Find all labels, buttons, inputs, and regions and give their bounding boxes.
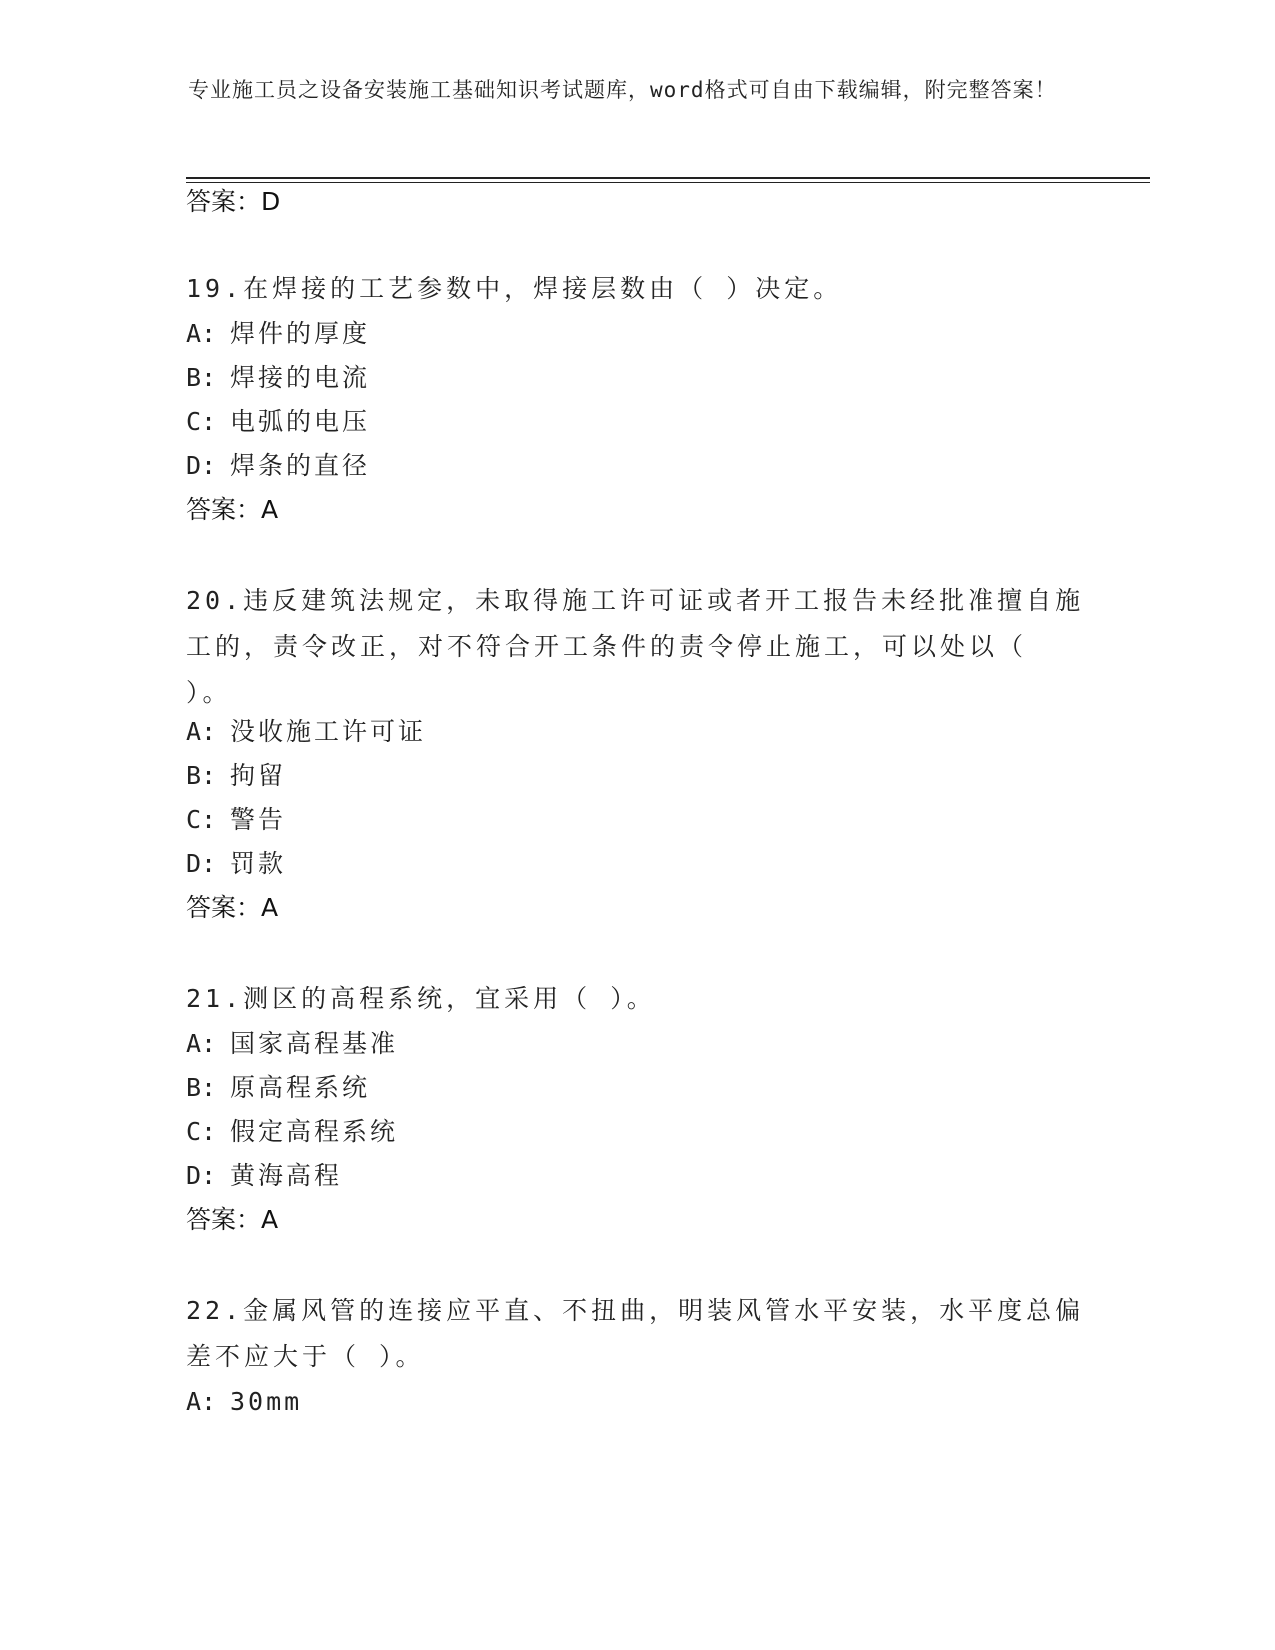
option-text: 没收施工许可证 [230, 717, 427, 746]
question-20-stem: 20.违反建筑法规定，未取得施工许可证或者开工报告未经批准擅自施工的，责令改正，对不符合开工条件的责令停止施工，可以处以（ ）。 [186, 586, 1085, 707]
header-divider-thin [186, 182, 1150, 183]
header-divider [186, 177, 1150, 179]
answer-19: 答案：A [186, 495, 279, 524]
option-key: B: [186, 761, 217, 790]
answer-18: 答案：D [186, 187, 281, 216]
question-19-stem: 19.在焊接的工艺参数中，焊接层数由（ ）决定。 [186, 274, 843, 303]
question-21-option-b [186, 1072, 370, 1104]
option-text: 原高程系统 [230, 1073, 371, 1102]
question-20-option-a [186, 716, 426, 748]
question-20-option-c [186, 804, 286, 836]
option-key: B: [186, 363, 217, 392]
option-key: D: [186, 451, 217, 480]
question-22-option-a [186, 1386, 302, 1418]
option-text: 国家高程基准 [230, 1029, 399, 1058]
question-19-option-c [186, 406, 370, 438]
document-header: 专业施工员之设备安装施工基础知识考试题库，word格式可自由下载编辑，附完整答案！ [188, 78, 1057, 102]
option-key: A: [186, 717, 217, 746]
question-21-option-a [186, 1028, 398, 1060]
option-text: 焊件的厚度 [230, 319, 371, 348]
option-key: C: [186, 1117, 217, 1146]
question-19-option-a [186, 318, 370, 350]
option-key: A: [186, 1029, 217, 1058]
option-key: C: [186, 407, 217, 436]
question-21-stem: 21.测区的高程系统，宜采用（ ）。 [186, 984, 656, 1013]
question-19-option-d [186, 450, 370, 482]
option-key: A: [186, 1387, 217, 1416]
option-key: B: [186, 1073, 217, 1102]
option-text: 黄海高程 [230, 1161, 343, 1190]
option-text: 30mm [230, 1387, 303, 1416]
option-key: A: [186, 319, 217, 348]
option-key: D: [186, 1161, 217, 1190]
question-21-option-d [186, 1160, 342, 1192]
option-text: 焊条的直径 [230, 451, 371, 480]
question-20-option-d [186, 848, 286, 880]
option-text: 罚款 [230, 849, 287, 878]
question-20-option-b [186, 760, 286, 792]
question-19-option-b [186, 362, 370, 394]
answer-21: 答案：A [186, 1205, 279, 1234]
question-21-option-c [186, 1116, 398, 1148]
option-text: 假定高程系统 [230, 1117, 399, 1146]
option-text: 拘留 [230, 761, 287, 790]
option-text: 电弧的电压 [230, 407, 371, 436]
option-text: 警告 [230, 805, 287, 834]
answer-20: 答案：A [186, 893, 279, 922]
option-text: 焊接的电流 [230, 363, 371, 392]
question-22-stem: 22.金属风管的连接应平直、不扭曲，明装风管水平安装，水平度总偏差不应大于（ ）。 [186, 1296, 1085, 1371]
option-key: C: [186, 805, 217, 834]
option-key: D: [186, 849, 217, 878]
